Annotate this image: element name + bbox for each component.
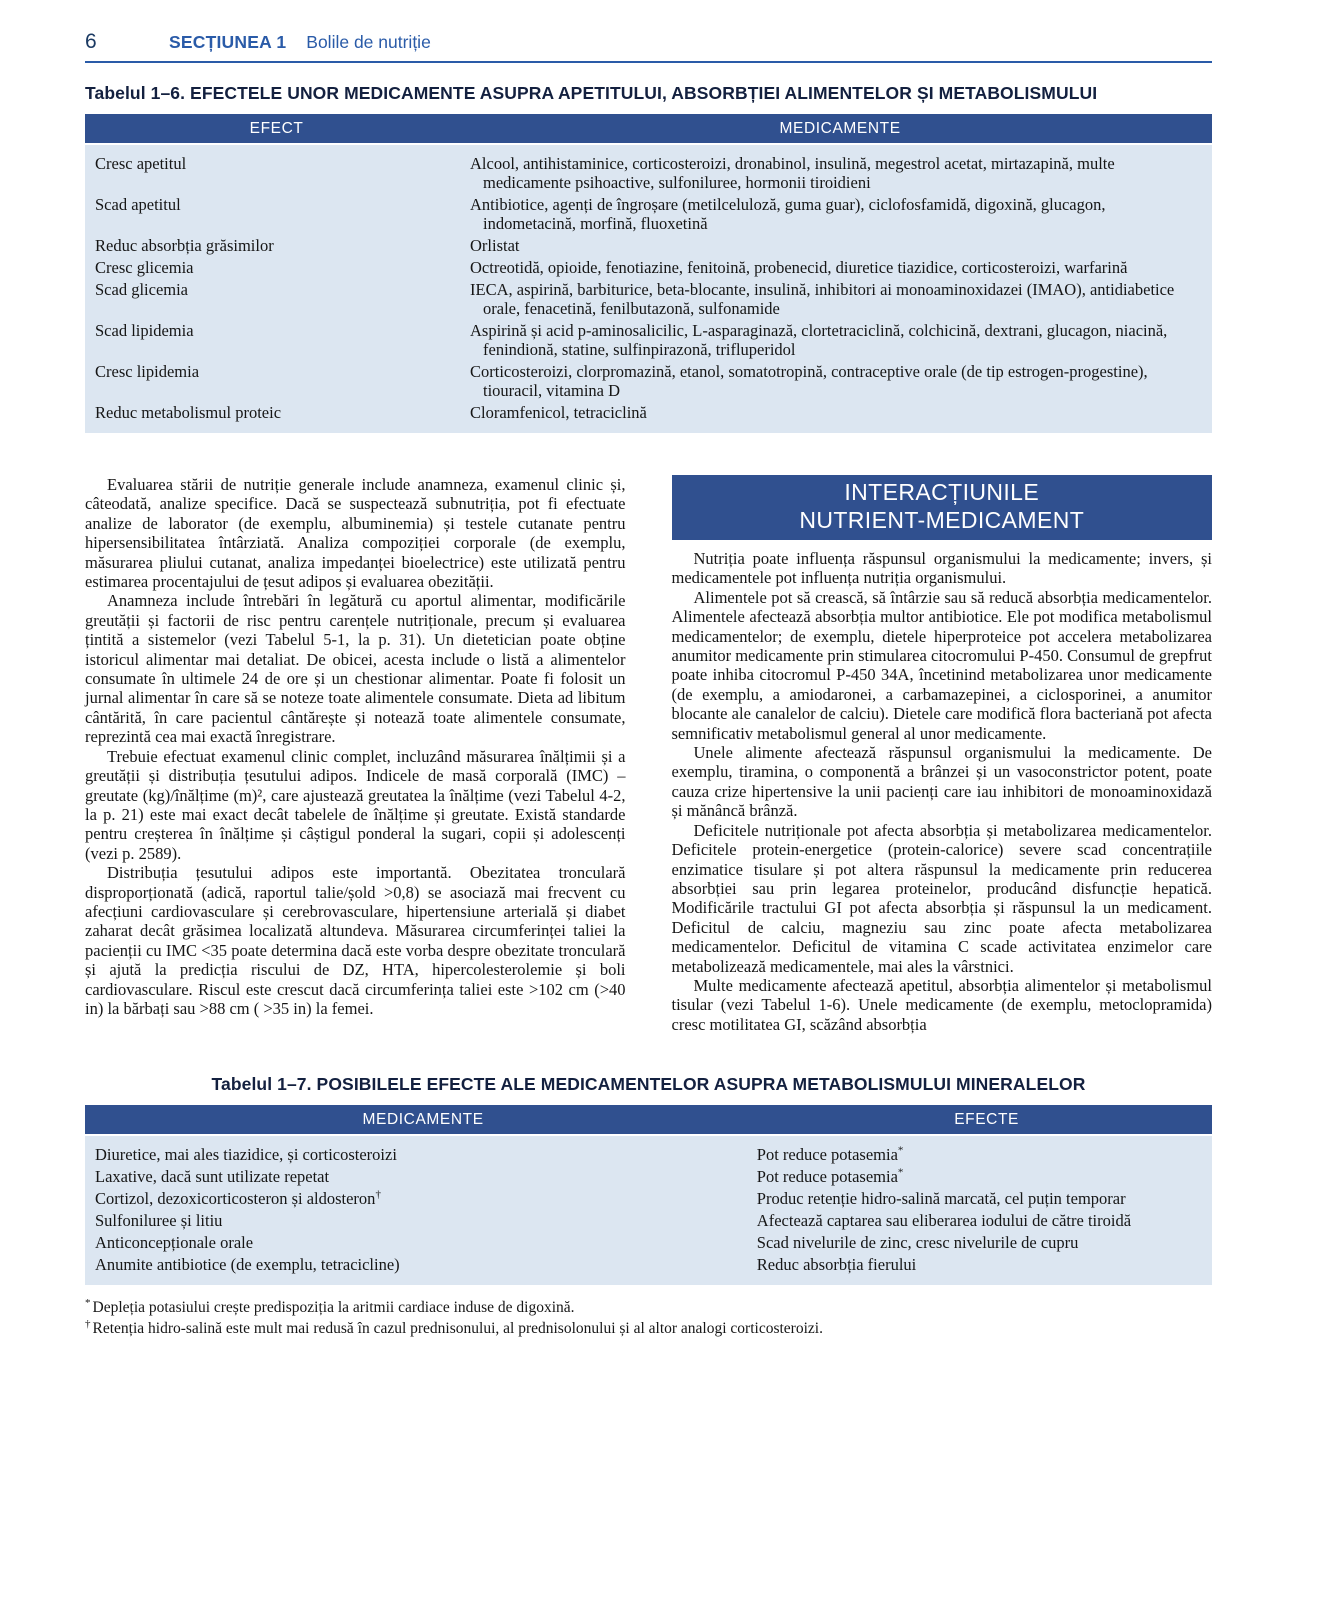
table-row xyxy=(95,362,1198,400)
section-label: SECȚIUNEA 1 xyxy=(169,32,287,52)
table-1-7-title: Tabelul 1–7. POSIBILELE EFECTE ALE MEDICAMENTELOR ASUPRA METABOLISMULUI MINERALELOR xyxy=(211,1074,1086,1095)
section-heading-line1: INTERACȚIUNILE xyxy=(844,479,1040,505)
cell-medicament: Anticoncepționale orale xyxy=(95,1233,254,1253)
body-text-columns xyxy=(85,475,1212,1034)
paragraph-multe-medicamente: Multe medicamente afectează apetitul, absorbția alimentelor și metabolismul tisular (vezi Tabelul 1-6). Unele medicamente (de exemplu, metoclopramida) cresc motilitatea GI, scăzând absorbția xyxy=(671,975,1212,1034)
table-row xyxy=(95,1233,1198,1252)
table-row xyxy=(95,258,1198,277)
table-row xyxy=(95,1255,1198,1274)
cell-effect: Scad nivelurile de zinc, cresc nivelurile de cupru xyxy=(756,1233,1079,1253)
table-row xyxy=(95,154,1198,192)
table-row xyxy=(95,195,1198,233)
paragraph-nutritia-influenta: Nutriția poate influența răspunsul organismului la medicamente; invers, și medicamentele pot influența nutriția organismului. xyxy=(671,549,1212,588)
cell-effect: Reduc absorbția fierului xyxy=(756,1255,917,1275)
page-number: 6 xyxy=(85,30,97,53)
cell-effect: Scad lipidemia xyxy=(95,321,194,340)
footnote-marker: * xyxy=(897,1144,904,1157)
cell-effect: Cresc apetitul xyxy=(95,154,187,173)
left-column xyxy=(85,475,626,1034)
table-1-7 xyxy=(85,1105,1212,1285)
column-header-efecte: EFECTE xyxy=(954,1111,1019,1129)
cell-effect: Reduc absorbția grăsimilor xyxy=(95,236,274,255)
table-row xyxy=(95,321,1198,359)
cell-effect: Scad apetitul xyxy=(95,195,181,214)
cell-effect: Cresc glicemia xyxy=(95,258,194,277)
cell-drugs: Cloramfenicol, tetraciclină xyxy=(470,403,647,422)
paragraph-tiramina: Unele alimente afectează răspunsul organismului la medicamente. De exemplu, tiramina, o componentă a brânzei și un vasoconstrictor potent, poate cauza crize hipertensive la unii pacienți care iau inhibitori de monoaminoxidază și mănâncă brânză. xyxy=(671,743,1212,821)
page-header xyxy=(85,30,1212,63)
table-1-6-header-row xyxy=(85,114,1212,143)
cell-effect: Reduc metabolismul proteic xyxy=(95,403,282,422)
table-row xyxy=(95,236,1198,255)
chapter-title: Bolile de nutriție xyxy=(306,32,431,52)
table-row xyxy=(95,1145,1198,1164)
cell-drugs: Corticosteroizi, clorpromazină, etanol, somatotropină, contraceptive orale (de tip estrogen-progestine), tiouracil, vitamina D xyxy=(470,362,1148,400)
right-column xyxy=(672,475,1213,1034)
footnote-marker: * xyxy=(85,1297,91,1309)
cell-effect: Afectează captarea sau eliberarea iodului de către tiroidă xyxy=(756,1211,1132,1231)
table-1-7-body xyxy=(85,1136,1212,1285)
table-footnotes xyxy=(85,1297,1212,1339)
cell-drugs: IECA, aspirină, barbiturice, beta-blocante, insulină, inhibitori ai monoaminoxidazei (IMAO), antidiabetice orale, fenacetină, fenilbutazonă, sulfonamide xyxy=(470,280,1175,318)
column-header-medicamente: MEDICAMENTE xyxy=(362,1111,484,1129)
paragraph-anamneza: Anamneza include întrebări în legătură cu aportul alimentar, modificările greutății și factorii de risc pentru carențele nutriționale, precum și evaluarea țintită a sistemelor (vezi Tabelul 5-1, la p. 31). Un dietetician poate obține istoricul alimentar mai detaliat. De obicei, acesta include o listă a alimentelor consumate în ultimele 24 de ore și un chestionar alimentar. Poate fi folosit un jurnal alimentar în care să se noteze toate alimentele consumate. Dieta ad libitum cântărită, în care pacientul cântărește și notează toate alimentele consumate, reprezintă cea mai exactă înregistrare. xyxy=(85,591,626,747)
cell-medicament: Cortizol, dezoxicorticosteron și aldosteron† xyxy=(95,1188,381,1209)
footnote-marker: † xyxy=(375,1188,381,1201)
cell-effect: Scad glicemia xyxy=(95,280,189,299)
footnote-1: * Depleția potasiului crește predispoziția la aritmii cardiace induse de digoxină. xyxy=(85,1297,575,1317)
table-1-6-body xyxy=(85,145,1212,433)
section-heading-line2: NUTRIENT-MEDICAMENT xyxy=(799,507,1085,533)
cell-medicament: Sulfoniluree și litiu xyxy=(95,1211,223,1231)
column-header-effect: EFECT xyxy=(249,120,304,137)
table-1-6-title: Tabelul 1–6. EFECTELE UNOR MEDICAMENTE ASUPRA APETITULUI, ABSORBȚIEI ALIMENTELOR ȘI METABOLISMULUI xyxy=(85,83,1098,103)
table-1-6 xyxy=(85,114,1212,433)
cell-medicament: Laxative, dacă sunt utilizate repetat xyxy=(95,1167,330,1187)
table-row xyxy=(95,403,1198,422)
paragraph-alimentele-absorbtia: Alimentele pot să crească, să întârzie sau să reducă absorbția medicamentelor. Alimentele afectează absorbția multor antibiotice. Ele pot modifica metabolismul medicamentelor; de exemplu, dietele hiperproteice pot accelera metabolizarea anumitor medicamente prin stimularea citocromului P-450. Consumul de grepfrut poate inhiba citocromul P-450 34A, încetinind metabolizarea unor medicamente (de exemplu, a amiodaronei, a carbamazepinei, a ciclosporinei, a anumitor blocante ale canalelor de calciu). Dietele care modifică flora bacteriană pot afecta semnificativ metabolismul general al unor medicamente. xyxy=(671,587,1212,743)
cell-drugs: Aspirină și acid p-aminosalicilic, L-asparaginază, clortetraciclină, colchicină, dextrani, glucagon, niacină, fenindionă, statine, sulfinpirazonă, trifluperidol xyxy=(470,321,1168,359)
cell-effect: Pot reduce potasemia* xyxy=(756,1144,904,1165)
section-heading-interactiunile xyxy=(672,475,1213,540)
footnote-2: † Retenția hidro-salină este mult mai redusă în cazul prednisonului, al prednisolonului și al altor analogi corticosteroizi. xyxy=(85,1318,823,1338)
table-row xyxy=(95,280,1198,318)
cell-drugs: Orlistat xyxy=(470,236,520,255)
footnote-marker: † xyxy=(85,1318,91,1330)
paragraph-examen-clinic: Trebuie efectuat examenul clinic complet, incluzând măsurarea înălțimii și a greutății și distribuția țesutului adipos. Indicele de masă corporală (IMC) – greutate (kg)/înălțime (m)², care ajustează greutatea la înălțime (vezi Tabelul 4-2, la p. 21) este mai exact decât tabelele de înălțime și greutate. Există standarde pentru creșterea în înălțime și câștigul ponderal la sugari, copii și adolescenți (vezi p. 2589). xyxy=(85,746,626,863)
table-row xyxy=(95,1167,1198,1186)
cell-drugs: Octreotidă, opioide, fenotiazine, fenitoină, probenecid, diuretice tiazidice, corticosteroizi, warfarină xyxy=(470,258,1128,277)
cell-medicament: Anumite antibiotice (de exemplu, tetracicline) xyxy=(95,1255,400,1275)
paragraph-distributia-tesutului: Distribuția țesutului adipos este importantă. Obezitatea tronculară disproporționată (adică, raportul talie/șold >0,8) se asociază mai frecvent cu afecțiuni cardiovasculare și cerebrovasculare, hipertensiune arterială și diabet zaharat decât grăsimea localizată altundeva. Măsurarea circumferinței taliei la pacienții cu IMC <35 poate determina dacă este vorba despre obezitate tronculară și ajută la predicția riscului de DZ, HTA, hipercolesterolemie și boli cardiovasculare. Riscul este crescut dacă circumferința taliei este >102 cm (>40 in) la bărbați sau >88 cm ( >35 in) la femei. xyxy=(85,863,626,1018)
cell-drugs: Alcool, antihistaminice, corticosteroizi, dronabinol, insulină, megestrol acetat, mirtazapină, multe medicamente psihoactive, sulfoniluree, hormonii tiroidieni xyxy=(470,154,1115,192)
footnote-marker: * xyxy=(897,1166,904,1179)
cell-medicament: Diuretice, mai ales tiazidice, și corticosteroizi xyxy=(95,1145,397,1165)
table-row xyxy=(95,1211,1198,1230)
cell-effect: Cresc lipidemia xyxy=(95,362,200,381)
column-header-medicamente: MEDICAMENTE xyxy=(779,120,901,137)
cell-effect: Produc retenție hidro-salină marcată, cel puțin temporar xyxy=(756,1189,1126,1209)
paragraph-deficite-nutritionale: Deficitele nutriționale pot afecta absorbția și metabolizarea medicamentelor. Deficitele protein-energetice (protein-calorice) severe scad concentrațiile enzimatice tisulare și pot altera răspunsul la medicamente prin reducerea absorbției sau prin legarea proteinelor, producând disfuncție hepatică. Modificările tractului GI pot afecta absorbția și răspunsul la un medicament. Deficitul de calciu, magneziu sau zinc poate afecta metabolizarea medicamentelor. Deficitul de vitamina C scade activitatea enzimelor care metabolizează medicamentele, mai ales la vârstnici. xyxy=(671,820,1212,976)
table-1-7-header-row xyxy=(85,1105,1212,1134)
table-row xyxy=(95,1189,1198,1208)
cell-drugs: Antibiotice, agenți de îngroșare (metilceluloză, guma guar), ciclofosfamidă, digoxină, glucagon, indometacină, morfină, fluoxetină xyxy=(470,195,1106,233)
paragraph-evaluare: Evaluarea stării de nutriție generale include anamneza, examenul clinic și, câteodată, analize specifice. Dacă se suspectează subnutriția, pot fi efectuate analize de laborator (de exemplu, albuminemia) și testele cutanate pentru hipersensibilitatea întârziată. Analiza compoziției corporale (de exemplu, măsurarea pliului cutanat, analiza impedanței bioelectrice) este utilizată pentru estimarea procentajului de țesut adipos și evaluarea obezității. xyxy=(85,475,626,592)
cell-effect: Pot reduce potasemia* xyxy=(756,1166,904,1187)
